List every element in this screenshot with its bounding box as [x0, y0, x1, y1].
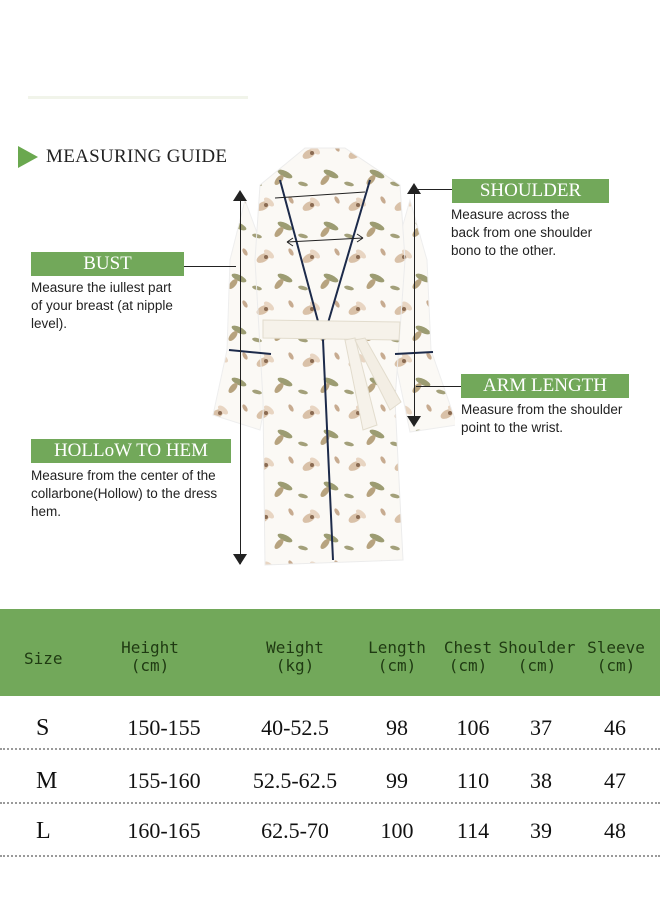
desc-line: back from one shoulder: [451, 225, 593, 240]
cell-chest: 106: [456, 715, 490, 740]
desc-line: of your breast (at nipple: [31, 298, 173, 313]
desc-line: Measure from the center of the: [31, 468, 216, 483]
shoulder-leader-line: [416, 189, 452, 190]
cell-chest: 110: [456, 768, 490, 793]
header-length: [362, 639, 432, 675]
cell-height: 160-165: [127, 818, 201, 843]
header-unit: (kg): [275, 656, 315, 675]
desc-line: bono to the other.: [451, 243, 557, 258]
row-size-l: L: [36, 818, 51, 844]
row-divider: [0, 748, 660, 750]
desc-line: level).: [31, 316, 68, 331]
shoulder-description: [451, 206, 651, 260]
guide-title: MEASURING GUIDE: [46, 146, 228, 167]
cell-shoulder: 37: [530, 715, 552, 740]
top-faint-strip: [28, 96, 248, 99]
cell-sleeve: 48: [604, 818, 626, 843]
arrow-down-icon: [233, 554, 248, 566]
cell-shoulder: 38: [530, 768, 552, 793]
arm-length-label: ARM LENGTH: [461, 374, 629, 398]
arm-length-measure-line: [414, 188, 415, 424]
bust-label: BUST: [31, 252, 184, 276]
shoulder-label: SHOULDER: [452, 179, 609, 203]
hollow-to-hem-label: HOLLoW TO HEM: [31, 439, 231, 463]
header-line: Sleeve: [587, 638, 645, 657]
header-line: Weight: [266, 638, 324, 657]
cell-weight: 40-52.5: [261, 715, 329, 740]
header-height: [105, 639, 195, 675]
cell-length: 99: [386, 768, 408, 793]
cell-length: 98: [386, 715, 408, 740]
cell-height: 155-160: [127, 768, 201, 793]
header-weight: [250, 639, 340, 675]
cell-sleeve: 46: [604, 715, 626, 740]
desc-line: Measure across the: [451, 207, 570, 222]
hollow-to-hem-description: [31, 467, 246, 521]
arrow-down-icon: [407, 416, 422, 428]
header-line: Shoulder: [498, 638, 576, 657]
header-unit: (cm): [517, 656, 557, 675]
bust-description: [31, 279, 211, 333]
header-unit: (cm): [130, 656, 170, 675]
cell-weight: 52.5-62.5: [252, 768, 338, 793]
row-divider: [0, 802, 660, 804]
arm-length-description: [461, 401, 656, 437]
cell-shoulder: 39: [530, 818, 552, 843]
desc-line: point to the wrist.: [461, 420, 564, 435]
header-sleeve: [584, 639, 648, 675]
arm-leader-line: [416, 386, 461, 387]
row-size-s: S: [36, 715, 50, 741]
play-arrow-icon: [18, 146, 38, 168]
header-unit: (cm): [448, 656, 488, 675]
header-size: Size: [24, 649, 63, 668]
desc-line: Measure the iullest part: [31, 280, 172, 295]
header-shoulder: [496, 639, 578, 675]
desc-line: Measure from the shoulder: [461, 402, 623, 417]
header-unit: (cm): [596, 656, 636, 675]
desc-line: hem.: [31, 504, 62, 519]
bust-leader-line: [184, 266, 236, 267]
cell-sleeve: 47: [604, 768, 626, 793]
header-line: Length: [368, 638, 426, 657]
cell-length: 100: [380, 818, 414, 843]
header-line: Height: [121, 638, 179, 657]
cell-height: 150-155: [127, 715, 201, 740]
row-divider: [0, 855, 660, 857]
row-size-m: M: [36, 768, 58, 794]
desc-line: collarbone(Hollow) to the dress: [31, 486, 218, 501]
cell-weight: 62.5-70: [261, 818, 329, 843]
cell-chest: 114: [456, 818, 490, 843]
header-line: Chest: [443, 638, 493, 657]
header-chest: [440, 639, 496, 675]
header-unit: (cm): [377, 656, 417, 675]
arrow-up-icon: [233, 190, 248, 202]
